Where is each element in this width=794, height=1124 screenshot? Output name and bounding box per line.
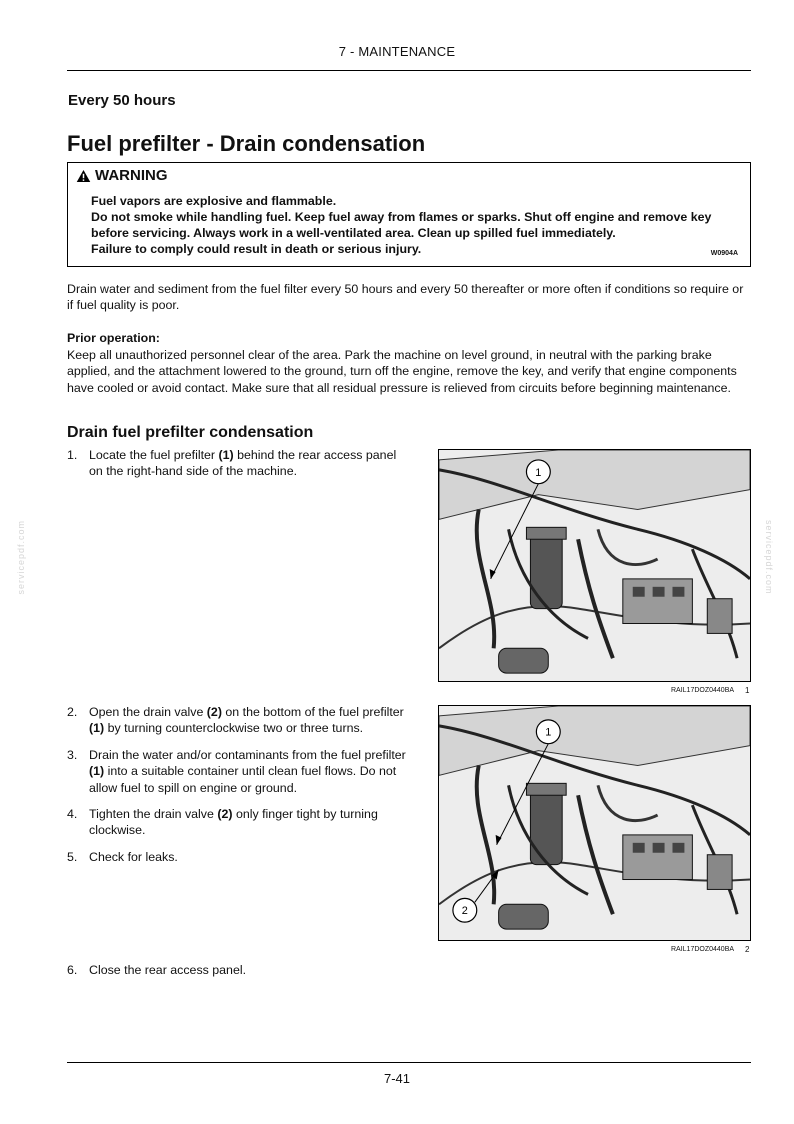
prior-operation-text: Keep all unauthorized personnel clear of the area. Park the machine on level ground, in neutral with the parking brake applied, and the attachment lowered to the ground, turn off the engine, remove the key, and verify that engine components have cooled or avoid contact. Make sure that all residual pressure is relieved from circuits before beginning maintenance. [67,348,737,395]
step-number: 4. [67,807,78,822]
figure-1-number: 1 [745,686,750,695]
figure-1-code: RAIL17DOZ0440BA [671,687,735,694]
warning-code: W0904A [710,250,738,257]
step-text: Close the rear access panel. [89,963,247,977]
warning-box [67,162,751,267]
step-text: Drain the water and/or contaminants from the fuel prefilter (1) into a suitable container until clean fuel flows. Do not allow fuel to spill on engine or ground. [89,747,406,795]
engine-bay-illustration [439,450,750,681]
warning-line: Do not smoke while handling fuel. Keep fuel away from flames or sparks. Shut off engine and remove key before servicing. Always work in a well-ventilated area. Clean up spilled fuel immediately. [91,210,712,240]
procedure-title: Drain fuel prefilter condensation [67,424,314,441]
procedure-step [67,704,411,737]
prior-operation-title: Prior operation: [67,331,160,345]
procedure-step [67,962,411,978]
steps-group-3 [67,962,411,988]
warning-line: Fuel vapors are explosive and flammable. [91,194,337,208]
intro-paragraph: Drain water and sediment from the fuel filter every 50 hours and every 50 thereafter or more often if conditions so require or if fuel quality is poor. [67,282,744,313]
procedure-step [67,806,411,839]
steps-group-1 [67,447,411,490]
warning-line: Failure to comply could result in death or serious injury. [91,242,422,256]
step-number: 1. [67,448,78,462]
procedure-step [67,447,411,480]
figure-callout-2: 2 [461,905,468,918]
watermark-right: servicepdf.com [764,520,774,595]
figure-2-code: RAIL17DOZ0440BA [671,946,735,953]
step-text: Open the drain valve (2) on the bottom of the fuel prefilter (1) by turning counterclockwise two or three turns. [89,705,404,736]
step-number: 5. [67,849,78,864]
footer-rule [67,1062,751,1063]
warning-text [91,193,741,257]
step-text: Check for leaks. [89,849,178,864]
step-text: Locate the fuel prefilter (1) behind the rear access panel on the right-hand side of the machine. [89,448,397,479]
procedure-step [67,747,411,796]
page-number: 7-41 [383,1071,411,1086]
service-interval-heading: Every 50 hours [68,92,176,109]
step-number: 2. [67,705,78,719]
watermark-left: servicepdf.com [16,520,26,595]
warning-triangle-icon [76,169,91,183]
engine-bay-illustration [439,706,750,940]
figure-2-photo [438,705,751,941]
warning-label: WARNING [95,167,168,184]
figure-callout-1: 1 [545,726,552,739]
figure-callout-1: 1 [535,466,542,479]
figure-2-number: 2 [745,945,750,954]
header-rule [67,70,751,71]
steps-group-2 [67,704,411,875]
step-number: 3. [67,747,78,762]
page-title: Fuel prefilter - Drain condensation [67,131,426,156]
step-number: 6. [67,963,78,977]
step-text: Tighten the drain valve (2) only finger tight by turning clockwise. [89,807,378,838]
figure-1-photo [438,449,751,682]
procedure-step [67,849,411,865]
running-header: 7 - MAINTENANCE [338,44,456,59]
warning-heading [76,167,168,184]
